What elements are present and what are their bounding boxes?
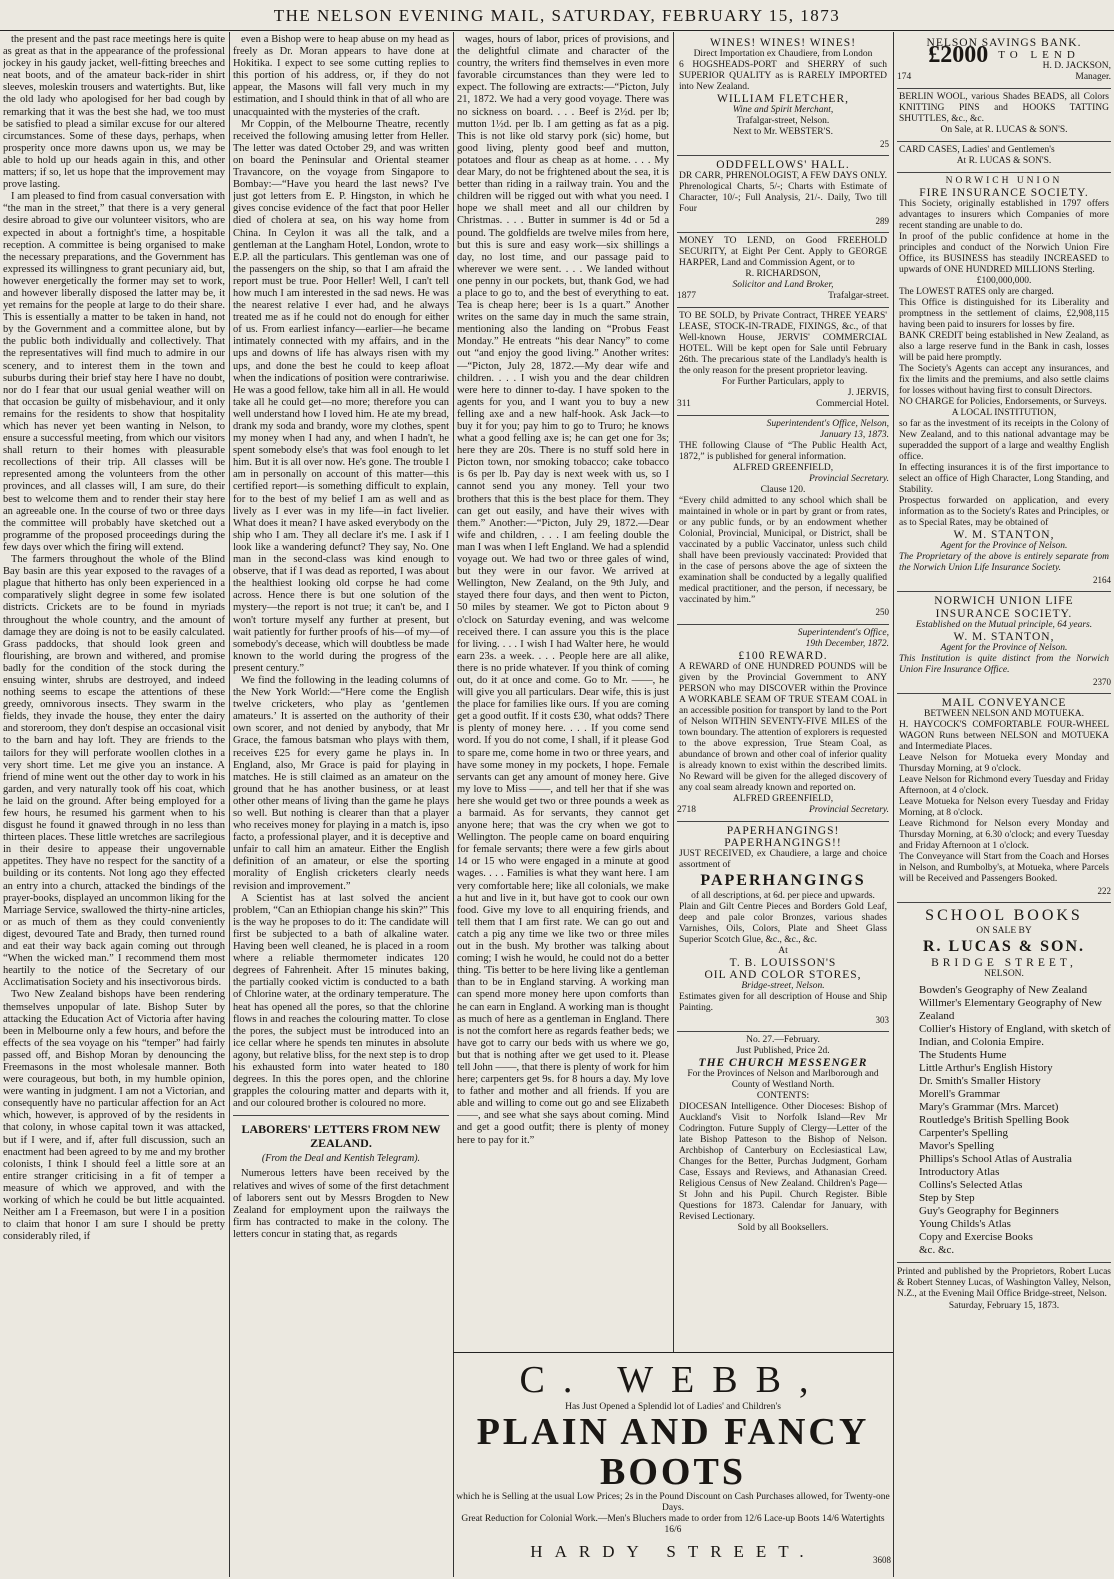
ad-berlin-wool: BERLIN WOOL, various Shades BEADS, all Colors KNITTING PINS and HOOKS TATTING SHUTTLES, &c., &c. On Sale, at R. LUCAS & SON'S.	[897, 89, 1111, 142]
column-4	[677, 34, 889, 1350]
article-paragraph: A Scientist has at last solved the ancient problem, “Can an Ethiopian change his skin?” This is the way he proposes to do it: The candidate will first be subjected to a bath of alkaline water. Having been well cleaned, he is placed in a room where a reliable thermometer indicates 120 degrees of Fahrenheit. After 15 minutes baking, the partially cooked victim is conducted to a bath of Chlorine water, at the ordinary temperature. The heat has opened all the pores, so that the chlorine flows in and reaches the colouring matter. To close the pores, the subject must be introduced into an ice cellar where he spends ten minutes in absolute agony, but relative bliss, for the next step is to drop his exhausted form into water heated to 180 degrees. In this the pores open, and the chlorine grapples the colouring matter and departs with it, and our coloured brother is coloured no more.	[233, 892, 449, 1110]
column-3	[457, 34, 669, 1350]
book-list-item: Collier's History of England, with sketch of Indian, and Colonia Empire.	[919, 1023, 1111, 1049]
ad-coal-reward: Superintendent's Office, 19th December, 1872. £100 REWARD. A REWARD of ONE HUNDRED POUNDS will be given by the Provincial Government to ANY PERSON who may DISCOVER within the Province A WORKABLE SEAM OF TRUE STEAM COAL in an accessible position for transport by land to the Port of Nelson WITHIN SEVENTY-FIVE MILES of the town boundary. The attention of explorers is requested to the above expression, True Steam Coal, as abundance of brown and other coal of inferior quality is already known to exist within the described limits. No Reward will be given for the alleged discovery of any coal seam already known and reported on. ALFRED GREENFIELD, 2718 Provincial Secretary.	[677, 625, 889, 822]
book-list-item: Carpenter's Spelling	[919, 1127, 1009, 1140]
column-rule	[893, 32, 894, 1577]
column-2	[233, 34, 449, 1576]
ad-paperhangings: PAPERHANGINGS! PAPERHANGINGS!! JUST RECEIVED, ex Chaudiere, a large and choice assortment of PAPERHANGINGS of all descriptions, at 6d. per piece and upwards. Plain and Gilt Centre Pieces and Borders Gold Leaf, deep and pale color Bronzes, various shades Varnishes, Oils, Colors, Plate and Sheet Glass Superior Scotch Glue, &c., &c., &c. At T. B. LOUISSON'S OIL AND COLOR STORES, Bridge-street, Nelson. Estimates given for all description of House and Ship Painting. 303	[677, 822, 889, 1033]
book-list-item: Little Arthur's English History	[919, 1062, 1053, 1075]
ad-vaccination-notice: Superintendent's Office, Nelson, January 13, 1873. THE following Clause of “The Public Health Act, 1872,” is published for general information. ALFRED GREENFIELD, Provincial Secretary. Clause 120. “Every child admitted to any school which shall be maintained in whole or in part by grant or from rates, or any public funds, or by an endowment whether Colonial, Provincial, Municipal, or District, shall be vaccinated by a public Vaccinator, unless such child shall have been previously vaccinated: Provided that in the case of persons above the age of sixteen the examination shall be conducted by a legally qualified medical practitioner, and the person, if necessary, be vaccinated by him.” 250	[677, 416, 889, 624]
ad-wines: WINES! WINES! WINES! Direct Importation ex Chaudiere, from London 6 HOGSHEADS-PORT and SHERRY of such SUPERIOR QUALITY as is RARELY IMPORTED into New Zealand. WILLIAM FLETCHER, Wine and Spirit Merchant, Trafalgar-street, Nelson. Next to Mr. WEBSTER'S. 25	[677, 34, 889, 156]
book-list-item: &c. &c.	[919, 1244, 955, 1257]
book-list-item: Phillips's School Atlas of Australia Introductory Atlas	[919, 1153, 1072, 1179]
article-paragraph: We find the following in the leading columns of the New York World:—“Here come the English twelve cricketers, who play as ‘gentlemen amateurs.’ It is asserted on the authority of their own scorer, and not denied by anybody, that Mr Grace, the famous batsman who plays with them, receives £25 for every game he plays in. In England, also, Mr Grace is paid for playing in matches. He is still claimed as an amateur on the ground that he has another business, or at least other other means of living than the game he plays so well. But nothing is clearer than that a player who receives money for playing in a match is, ipso facto, a professional player, and it is deceptive and unfair to call him an amateur. Either the English definition of an amateur, or else the sporting morality of English cricketers clearly needs revision and improvement.”	[233, 674, 449, 892]
article-paragraph: The farmers throughout the whole of the Blind Bay basin are this year exposed to the ravages of a plague that hitherto has only been experienced in a comparatively slight degree in some few isolated districts. Crickets are to be found in myriads throughout the whole country, and the amount of damage they are doing is not to be easily calculated. Grass paddocks, that should look green and flourishing, are brown and withered, and promise badly for the condition of the stock during the ensuing winter, shrubs are destroyed, and indeed nothing seems to escape the attentions of these greedy, omnivorous insects. They swarm in the fields, they invade the house, they enter the dairy and storeroom, they don't despise an occasional visit to the barn and hay loft. They are friends to the tailors for they will perforate woollen clothes in a very short time. Let me give you an instance. A friend of mine went out the other day to work in his garden, and very naturally took off his coat, which he laid on the ground. After being employed for a few hours, he resumed his garment when to his disgust he found it gnawed through in no less than thirteen places. These little wretches are sacrilegious in their desire to appease their ungovernable appetites. They have no respect for the sanctity of a building or its contents. Not long ago they effected an entry into a church, attacked the bindings of the prayer-books, displayed an uncommon liking for the Marriage Service, swallowed the thirty-nine articles, or as much of them as they could conveniently digest, devoured Tate and Brady, then turned round and eat their way back again coming out through “When the wicked man.” I recommend them most heartily to the notice of the Secretary of our Acclimatisation Society and his insectivorous birds.	[3, 554, 225, 989]
book-list-item: Bowden's Geography of New Zealand	[919, 984, 1088, 997]
ad-school-books: SCHOOL BOOKS ON SALE BY R. LUCAS & SON. BRIDGE STREET, NELSON. Bowden's Geography of New Zealand Willmer's Elementary Geography of New Zealand Collier's History of England, with sketch of Indian, and Colonia Empire. The Students Hume Little Arthur's English History Dr. Smith's Smaller History Morell's Grammar Mary's Grammar (Mrs. Marcet) Routledge's British Spelling Book Carpenter's Spelling Mavor's Spelling Phillips's School Atlas of Australia Introductory Atlas Collins's Selected Atlas Step by Step Guy's Geography for Beginners Young Childs's Atlas Copy and Exercise Books &c. &c.	[897, 903, 1111, 1263]
article-paragraph: even a Bishop were to heap abuse on my head as freely as Dr. Moran appears to have done at Hokitika. I expect to see some cutting replies to this portion of his address, or, if they do not appear, the Masons will fall very much in my estimation, and I should think in that of all who are unacquainted with the mysteries of the craft.	[233, 34, 449, 118]
book-list-item: Willmer's Elementary Geography of New Zealand	[919, 997, 1102, 1023]
book-list-item: Dr. Smith's Smaller History	[919, 1075, 1041, 1088]
article-paragraph: I am pleased to find from casual conversation with “the man in the street,” that there is a very general desire abroad to give our volunteer visitors, who are expected in about a fortnight's time, a hospitable reception. A committee is being organised to make the necessary preparations, and the Government has expressed its willingness to grant pecuniary aid, but, however energetically the former may set to work, and however liberally disposed the latter may be, it yet remains for the people at large to do their share. This is essentially a matter to be taken in hand, not by the Government and a committee alone, but by the public both individually and collectively. That the representatives will find much to admire in our scenery, and to interest them in the town and suburbs during their brief stay here I have no doubt, nor do I fear that our usual genial weather will on that occasion be guilty of misbehaviour, and it only remains for the residents to show that hospitality which has never yet been wanting in Nelson, to ensure a successful meeting, from which our visitors shall return to their homes with pleasurable recollections of their trip. All classes will be represented among the volunteers from the other provinces, and all classes will, I am sure, do their best to welcome them and to render their stay here an agreeable one. In the course of two or three days the committee will probably have sketched out a programme of the proposed proceedings during the few days over which the firing will extend.	[3, 191, 225, 553]
book-list-item: Step by Step	[919, 1192, 975, 1205]
article-source: (From the Deal and Kentish Telegram).	[261, 1153, 421, 1165]
book-list	[919, 984, 1111, 1257]
imprint: Printed and published by the Proprietors, Robert Lucas & Robert Stenney Lucas, of Washington Valley, Nelson, N.Z., at the Evening Mail Office Bridge-street, Nelson.	[897, 1267, 1111, 1300]
article-heading: LABORERS' LETTERS FROM NEW ZEALAND.	[241, 1122, 441, 1151]
book-list-item: Copy and Exercise Books	[919, 1231, 1033, 1244]
ad-norwich-fire: NORWICH UNION FIRE INSURANCE SOCIETY. This Society, originally established in 1797 offers advantages to insurers which Companies of more recent standing are unable to do. In proof of the public confidence at home in the principles and conduct of the Norwich Union Fire Office, its BUSINESS has steadily INCREASED to upwards of ONE HUNDRED MILLIONS Sterling. £100,000,000. The LOWEST RATES only are charged. This Office is distinguished for its Liberality and promptness in the settlement of claims, £2,908,115 having been paid to insurers for losses by fire. BANK CREDIT being established in New Zealand, as also a large reserve fund in the Bank in cash, losses will be paid here promptly. The Society's Agents can accept any insurances, and fix the limits and the premiums, and also settle claims for losses without having first to consult Directors. NO CHARGE for Policies, Endorsements, or Surveys. A LOCAL INSTITUTION, so far as the investment of its receipts in the Colony of New Zealand, and to this national advantage may be superadded the support of a large and wealthy English office. In effecting insurances it is of the first importance to select an office of High Character, Long Standing, and Stability. Prospectus forwarded on application, and every information as to the Society's Rates and Principles, or as to Special Rates, may be obtained of W. M. STANTON, Agent for the Province of Nelson. The Proprietary of the above is entirely separate from the Norwich Union Life Insurance Society. 2164	[897, 173, 1111, 592]
column-rule	[453, 32, 454, 1577]
book-list-item: The Students Hume	[919, 1049, 1007, 1062]
article-paragraph: wages, hours of labor, prices of provisions, and the delightful climate and character of the country, the writers find themselves in even more favorable circumstances than they were led to expect. The following are extracts:—“Picton, July 21, 1872. We had a very good voyage. There was no sickness on board. . . . Beef is 2½d. per lb; mutton 1½d. per lb. I am getting as fat as a pig. This is not like old starvy pork (sic) home, but good living, plenty good beef and mutton, potatoes and flour as cheap as at home. . . . My dear Mary, do not be frightened about the sea, it is better than riding in a railway train. You and the children will be rigged out with what you need. I hope we shall meet and all our children by Christmas. . . . Butter in summer is 4d or 5d a pound. The goldfields are twelve miles from here, but this is sure and easy work—six shillings a day, no lost time, and our passage paid to wherever we were sent. . . . We landed without one penny in our pockets, but, thank God, we had a place to go to, and the best of everything to eat. Tea is cheap here; beer is 1s a quart.” Another writes on the same day in much the same strain, mentioning also the landing on “Probus Feast Monday.” He entreats “his dear Nancy” to come out “and enjoy the good living.” Another writes:—“Picton, July 28, 1872.—My dear wife and children. . . . I wish you and the dear children were here to dinner to-day. I have spoken to the agents for you, and I want you to buy a new felling axe and a new half-hook. Ask Jack—to buy it for you; pay him to go to Truro; he knows what a good felling axe is; he can get one for 3s; here they are 20s. There is no stuff sold here in Picton town, nor smoking tobacco; cake tobacco is 6s per lb. Pay day is next week with us, so I cannot send you any money. Tell your two brothers that this is the best place for them. They can get out easily, and have their wives with them.” Another:—“Picton, July 29, 1872.—Dear wife and children, . . . I am feeling double the man I was when I left England. We had a splendid voyage out. We had two or three gales of wind, but they were in our favor. We arrived at Wellington, New Zealand, on the 9th July, and stayed there four days, and then went to Picton, 50 miles by steamer. We got to Picton about 9 o'clock on Saturday evening, and was welcome received there. I can assure you this is the place for living. . . . I wish I had Walter here, he would earn 23s. a week. . . . People here are all alike, there is no pride whatever. If you think of coming out, do it at once and come. Go to Mr. ——, he will give you all particulars. Dear wife, this is just the place for families like ours. If you are coming get a good outfit. If it costs £30, what odds? There is plenty of money here. . . . If you come send word. If you do not come, I shall, if it please God to spare me, come home in two or three years, and have some money in my pockets, I hope. Female servants can get any amount of money here. Give my love to Miss ——, and tell her that if she was here she would get two or three pounds a week as a barmaid. As for servants, they cannot get anyone here; that was the cry when we got to Wellington. The people came on board enquiring for female servants; there were a few girls about 14 or 15 who were engaged in a minute at good wages. . . . Families is what they want here. I am very comfortable here; like all colonials, we make a hut and live in it, but have got to cook our own food. Give my love to all enquiring friends, and tell them that I am first rate. We can go out and catch a pig any time we like two or three miles out in the bush. My brother was talking about coming; I wish he would, he could not do a better thing. 'Tis better to be here living like a gentleman than to be in England starving. A working man can spend more money here upon comforts than he can earn in England. A working man is thought as much of here as a gentleman in England. There is not the comfort here as regards feather beds; we have got to carry our beds with us where we go, but that is nothing after we get used to it. Please tell John ——, that there is plenty of work for him here; carpenters get 9s. for 8 hours a day. My love to father and mother and all friends. If you are able and willing to come out go and see Elizabeth ——, and see what she says about coming. Mind and get a good outfit; there is plenty of money here to pay for it.”	[457, 34, 669, 1146]
ad-card-cases: CARD CASES, Ladies' and Gentlemen's At R. LUCAS & SON'S.	[897, 142, 1111, 173]
article-paragraph: Mr Coppin, of the Melbourne Theatre, recently received the following amusing letter from Heller. The letter was dated October 29, and was written on board the Peninsular and Oriental steamer Travancore, on the voyage from Singapore to Bombay:—“Have you heard the last news? I've just got letters from E. P. Hingston, in which he gives concise evidence of the fact that poor Heller died of cholera at sea, on his way home from China. In Ceylon it was all the talk, and a gentleman at the Langham Hotel, London, wrote to E.P. all the particulars. This gentleman was one of the passengers on the ship, so that I am afraid the report must be true. Poor Heller! Well, I can't tell how much I am interested in the sad news. He was the nearest relative I ever had, and he always treated me as if he could not do enough for either of us. From earliest infancy—earlier—he became intimately connected with my affairs, and in the ups and downs of life has always risen with my ups, and done the best he could to keep afloat when the indications of position were contrariwise. He was a good fellow, take him all in all. He would take all he could get—no more; therefore you can well understand how I loved him. He ate my bread, drank my soda and brandy, wore my clothes, spent my money when I had any, and when I hadn't, he spent somebody else's that was fool enough to let him. But it is all over now. He's gone. The trouble I am in personally on account of this matter—this certified report—is something difficult to explain, for to the best of my belief I am as well and as lively as I ever was in my life—in fact livelier. What does it mean? I have asked everybody on the ship who I am. They all declare it's me. I ask if I look like a wandering defunct? They say, No. One man in the second-class was kind enough to observe, that if I was dead as reported, I was about the healthiest looking old corpse he had come across. Hence there is but one solution of the mystery—the report is not true; it can't be, and I won't torture myself any further at present, but wait patiently for further proofs of his—of my—of somebody's decease, which will doubtless be made known to the world during the progress of the present century.”	[233, 118, 449, 674]
article-paragraph: the present and the past race meetings here is quite as great as that in the appearance of the professional jockey in his gaudy jacket, well-fitting breeches and neat boots, and of the amateur back-rider in shirt sleeves, moleskin trousers and watertights. But, like the old lady who apologised for her bad cough by remarking that it was the best she had, we too must be satisfied to plead a similar excuse for our altered circumstances. Some of these days, perhaps, when prosperity once more dawns upon us, we may be able to hold up our heads again in this, and other matters; if so, let us hope that the improvement may prove lasting.	[3, 34, 225, 191]
article-paragraph: Two New Zealand bishops have been rendering themselves unpopular of late. Bishop Suter by attacking the Education Act of Victoria after having been in Melbourne only a few hours, and before the effects of the sea voyage on his “temper” had fairly passed off, and Bishop Moran by denouncing the Freemasons in the most wholesale manner. Both were courageous, but both, in my humble opinion, were wanting in judgment. I am not a Victorian, and consequently have no particular affection for an Act which, however, is approved of by the residents in that colony, in whose capital town it was attacked, but if I were, and if, after full discussion, such an enactment had been agreed to by me and my brother colonists, I think I should feel a little sore at an entire stranger criticising in a fit of temper a measure of which we approved, and with the working of which he could be but little acquainted. Neither am I a Freemason, but were I in a position to claim that honor I am sure I should be pretty considerably riled, if	[3, 989, 225, 1243]
ad-norwich-life: NORWICH UNION LIFE INSURANCE SOCIETY. Established on the Mutual principle, 64 years. W. M. STANTON, Agent for the Province of Nelson. This Institution is quite distinct from the Norwich Union Fire Insurance Office. 2370	[897, 592, 1111, 693]
masthead-rule	[0, 30, 1114, 31]
ad-money-to-lend: MONEY TO LEND, on Good FREEHOLD SECURITY, at Eight Per Cent. Apply to GEORGE HARPER, Land and Commission Agent, or to R. RICHARDSON, Solicitor and Land Broker, 1877 Trafalgar-street.	[677, 233, 889, 308]
book-list-item: Morell's Grammar	[919, 1088, 1001, 1101]
column-5	[897, 34, 1111, 1576]
book-list-item: Collins's Selected Atlas	[919, 1179, 1023, 1192]
masthead: THE NELSON EVENING MAIL, SATURDAY, FEBRUARY 15, 1873	[273, 6, 841, 25]
book-list-item: Guy's Geography for Beginners	[919, 1205, 1059, 1218]
ad-oddfellows: ODDFELLOWS' HALL. DR CARR, PHRENOLOGIST, A FEW DAYS ONLY. Phrenological Charts, 5/-; Charts with Estimate of Character, 10/-; Full Analysis, 21/-. Daily, Two till Four 289	[677, 156, 889, 233]
column-rule	[229, 32, 230, 1577]
imprint-date: Saturday, February 15, 1873.	[948, 1301, 1060, 1312]
ad-mail-conveyance: MAIL CONVEYANCE BETWEEN NELSON AND MOTUEKA. H. HAYCOCK'S COMFORTABLE FOUR-WHEEL WAGON Runs between NELSON and MOTUEKA and Intermediate Places. Leave Nelson for Motueka every Monday and Thursday Morning, at 9 o'clock. Leave Nelson for Richmond every Tuesday and Friday Afternoon, at 4 o'clock. Leave Motueka for Nelson every Tuesday and Friday Morning, at 8 o'clock. Leave Richmond for Nelson every Monday and Thursday Morning, at 6.30 o'clock; and every Tuesday and Friday Afternoon at 1 o'clock. The Conveyance will Start from the Coach and Horses in Nelson, and Rumbolby's, at Motueka, where Parcels will be Received and Passengers Booked. 222	[897, 694, 1111, 903]
book-list-item: Mary's Grammar (Mrs. Marcet)	[919, 1101, 1059, 1114]
ad-savings-bank: NELSON SAVINGS BANK. £2000 TO LEND H. D. JACKSON, 174 Manager.	[897, 34, 1111, 89]
column-rule	[673, 32, 674, 1352]
book-list-item: Mavor's Spelling	[919, 1140, 995, 1153]
ad-hotel-sale: TO BE SOLD, by Private Contract, THREE YEARS' LEASE, STOCK-IN-TRADE, FIXINGS, &c., of that Well-known House, JERVIS' COMMERCIAL HOTEL. Will be kept open for Sale until February 26th. The precarious state of the Landlady's health is the only reason for the present proprietor leaving. For Further Particulars, apply to J. JERVIS, 311 Commercial Hotel.	[677, 308, 889, 416]
book-list-item: Routledge's British Spelling Book	[919, 1114, 1070, 1127]
ad-church-messenger: No. 27.—February. Just Published, Price 2d. THE CHURCH MESSENGER For the Provinces of Nelson and Marlborough and County of Westland North. CONTENTS: DIOCESAN Intelligence. Other Dioceses: Bishop of Auckland's Visit to Norfolk Island—Rev Mr Codrington. Future Supply of Clergy—Letter of the late Bishop Patteson to the Bishop of Nelson. Archbishop of Canterbury on Ecclesiastical Law, Changes for the Better, Purchas Judgment, Gorham Case, Essays and Reviews, and Athanasian Creed. Religious Census of New Zealand. Children's Page—St John and his Pupil. Church Register. Bible Questions for 1873. Calendar for January, with Revised Lectionary. Sold by all Booksellers.	[679, 1035, 887, 1234]
book-list-item: Young Childs's Atlas	[919, 1218, 1011, 1231]
ad-webb-boots: C. WEBB, Has Just Opened a Splendid lot of Ladies' and Children's PLAIN AND FANCY BOOTS which he is Selling at the usual Low Prices; 2s in the Pound Discount on Cash Purchases allowed, for Twenty-one Days. Great Reduction for Colonial Work.—Men's Bluchers made to order from 12/6 Lace-up Boots 14/6 Watertights 16/6 HARDY STREET. 3608	[456, 1359, 891, 1565]
article-paragraph: Numerous letters have been received by the relatives and wives of some of the first detachment of laborers sent out by Messrs Brogden to New Zealand for employment upon the railways the firm has contracted to make in the colony. The letters concur in stating that, as regards	[233, 1168, 449, 1240]
column-1	[3, 34, 225, 1576]
